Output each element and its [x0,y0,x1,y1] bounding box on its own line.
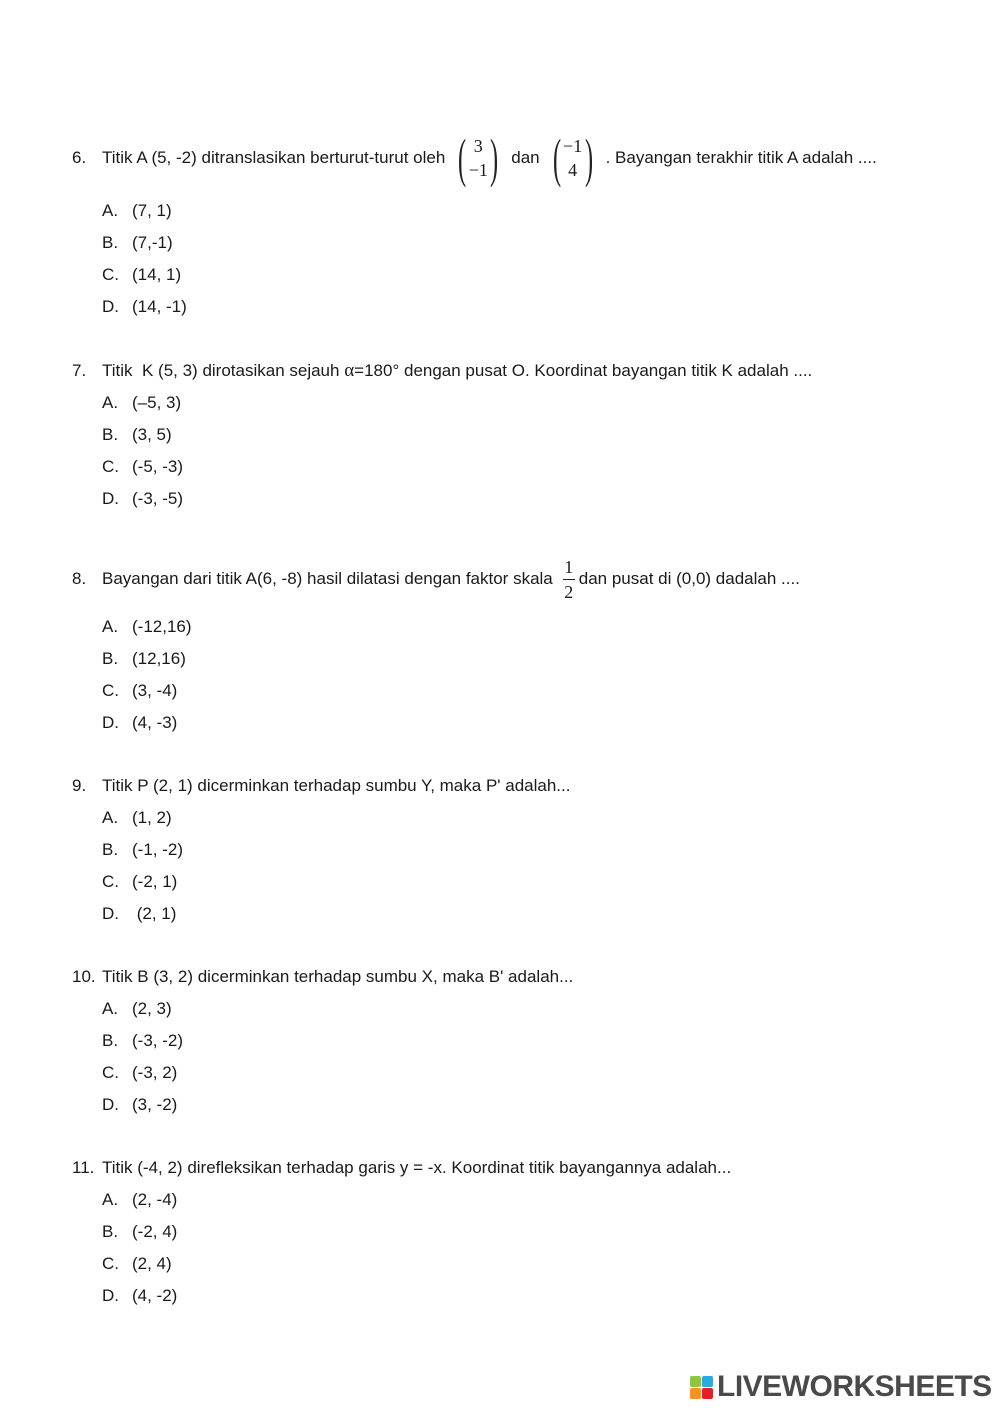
option-c[interactable]: C. (3, -4) [102,681,178,700]
option-a[interactable]: A. (2, 3) [102,999,172,1018]
option-a[interactable]: A. (-12,16) [102,617,192,636]
question-9 [72,773,960,933]
option-b[interactable]: B. (-1, -2) [102,840,183,859]
question-7 [72,358,960,518]
option-c[interactable]: C. (-2, 1) [102,872,178,891]
option-c[interactable]: C. (14, 1) [102,265,182,284]
option-b[interactable]: B. (12,16) [102,649,186,668]
option-b[interactable]: B. (-3, -2) [102,1031,183,1050]
liveworksheets-logo [690,1370,992,1404]
option-c[interactable]: C. (2, 4) [102,1254,172,1273]
question-number: 11. [72,1158,95,1177]
scale-fraction [563,557,575,602]
question-text: Titik A (5, -2) ditranslasikan berturut-turut oleh [102,148,446,167]
option-d[interactable]: D. (2, 1) [102,904,177,923]
translation-vector-1: ( 3 −1 ) [458,128,499,188]
question-text-end: =180° dengan pusat O. Koordinat bayangan titik K adalah .... [354,361,813,380]
option-c[interactable]: C. (-5, -3) [102,457,183,476]
option-d[interactable]: D. (3, -2) [102,1095,178,1114]
question-number: 6. [72,148,87,167]
question-text: Titik P (2, 1) dicerminkan terhadap sumbu Y, maka P' adalah... [102,776,571,795]
question-number: 8. [72,569,87,588]
option-a[interactable]: A. (–5, 3) [102,393,182,412]
question-text-end: . Bayangan terakhir titik A adalah .... [605,148,877,167]
translation-vector-2: ( −1 4 ) [552,128,593,188]
option-b[interactable]: B. (-2, 4) [102,1222,178,1241]
vector-2-top: −1 [563,136,583,156]
liveworksheets-logo-icon [690,1376,713,1399]
option-d[interactable]: D. (4, -3) [102,713,178,732]
question-text: Titik K (5, 3) dirotasikan sejauh [102,361,345,380]
option-c[interactable]: C. (-3, 2) [102,1063,178,1082]
question-text: Titik (-4, 2) direfleksikan terhadap garis y = -x. Koordinat titik bayangannya adalah... [102,1158,732,1177]
logo-text: LIVEWORKSHEETS [717,1370,992,1403]
question-number: 9. [72,776,87,795]
question-text: Titik B (3, 2) dicerminkan terhadap sumbu X, maka B' adalah... [102,967,574,986]
question-number: 10. [72,967,96,986]
question-11 [72,1155,960,1315]
option-a[interactable]: A. (1, 2) [102,808,172,827]
vector-1-top: 3 [473,136,483,156]
question-text: Bayangan dari titik A(6, -8) hasil dilatasi dengan faktor skala [102,569,553,588]
option-d[interactable]: D. (14, -1) [102,297,187,316]
option-a[interactable]: A. (2, -4) [102,1190,178,1209]
option-d[interactable]: D. (4, -2) [102,1286,178,1305]
option-d[interactable]: D. (-3, -5) [102,489,183,508]
vector-2-bottom: 4 [568,160,578,180]
option-a[interactable]: A. (7, 1) [102,201,172,220]
option-b[interactable]: B. (3, 5) [102,425,172,444]
fraction-numerator: 1 [564,556,574,577]
question-6 [72,128,960,326]
logo-square-3 [690,1388,701,1399]
logo-square-2 [702,1376,713,1387]
question-number: 7. [72,361,87,380]
logo-square-1 [690,1376,701,1387]
question-10 [72,964,960,1124]
question-8 [72,553,960,742]
option-b[interactable]: B. (7,-1) [102,233,173,252]
question-text-end: dan pusat di (0,0) dadalah .... [578,569,800,588]
fraction-denominator: 2 [564,581,574,602]
question-text-middle: dan [511,148,540,167]
alpha-symbol: α [344,360,355,381]
logo-square-4 [702,1388,713,1399]
vector-1-bottom: −1 [468,160,488,180]
